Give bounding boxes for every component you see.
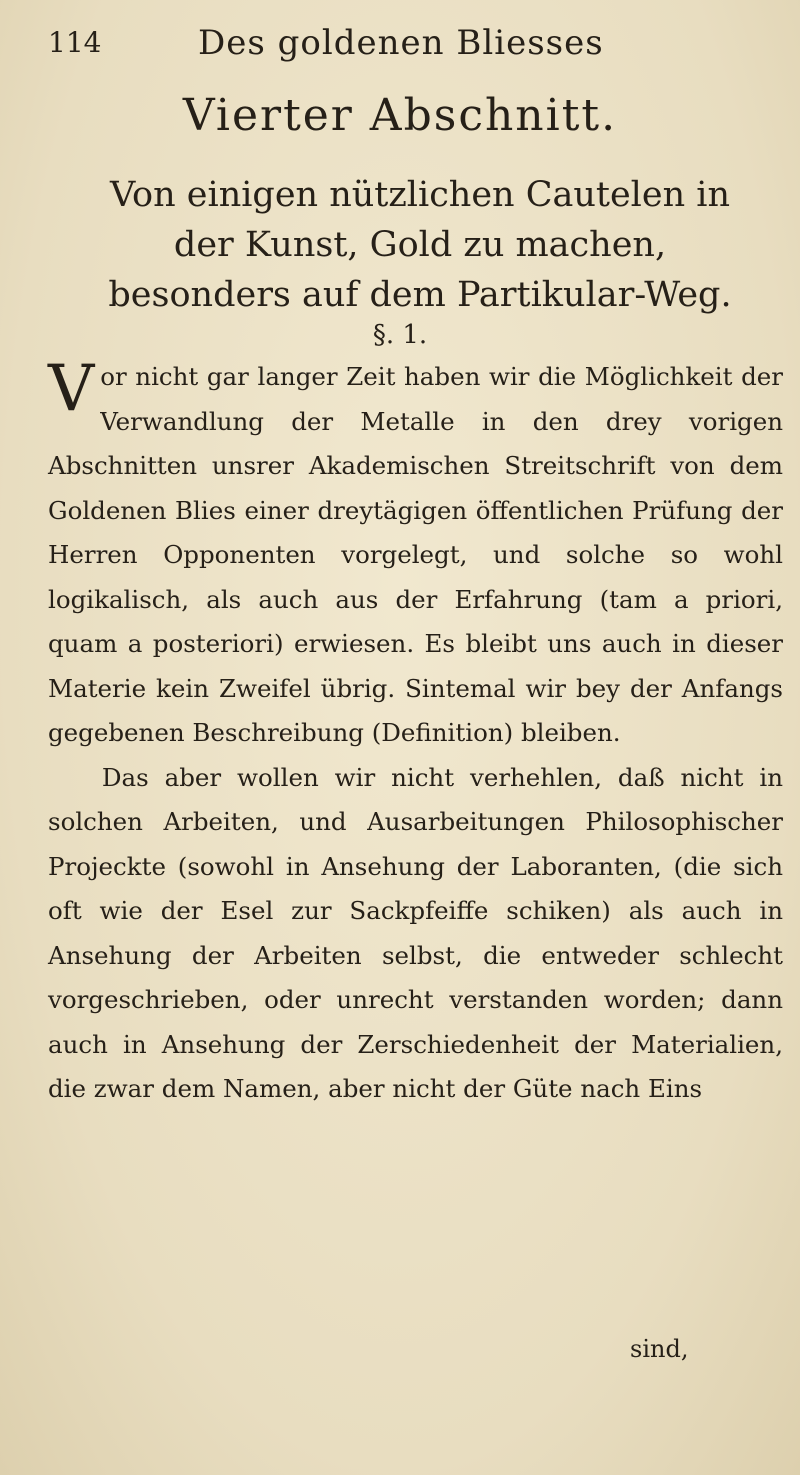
catchword: sind, bbox=[630, 1335, 689, 1363]
chapter-subtitle: Von einigen nützlichen Cautelen in der Kunst, Gold zu machen, besonders auf dem Partikular-Weg. bbox=[108, 175, 732, 315]
running-head bbox=[48, 18, 728, 68]
paragraph-1-text: or nicht gar langer Zeit haben wir die Möglichkeit der Verwandlung der Metalle in den drey vorigen Abschnitten unsrer Akademischen Streitschrift von dem Goldenen Blies einer dreytägigen öffentlichen Prüfung der Herren Opponenten vorgelegt, und solche so wohl logikalisch, als auch aus der Erfahrung (tam a priori, quam a posteriori) erwiesen. Es bleibt uns auch in dieser Materie kein Zweifel übrig. Sintemal wir bey der Anfangs gegebenen Beschreibung (Definition) bleiben. bbox=[48, 362, 783, 747]
paragraph-1 bbox=[48, 352, 783, 756]
running-title: Des goldenen Bliesses bbox=[198, 23, 604, 63]
chapter-heading: Vierter Abschnitt. bbox=[182, 90, 618, 141]
section-mark: §. 1. bbox=[372, 320, 428, 350]
paragraph-2: Das aber wollen wir nicht verhehlen, daß nicht in solchen Arbeiten, und Ausarbeitungen Philosophischer Projeckte (sowohl in Ansehung der Laboranten, (die sich oft wie der Esel zur Sackpfeiffe schiken) als auch in Ansehung der Arbeiten selbst, die entweder schlecht vorgeschrieben, oder unrecht verstanden worden; dann auch in Ansehung der Zerschiedenheit der Materialien, die zwar dem Namen, aber nicht der Güte nach Eins bbox=[48, 762, 783, 1103]
body-text bbox=[48, 352, 783, 1112]
page-number: 114 bbox=[48, 26, 102, 59]
drop-initial: V bbox=[48, 352, 95, 426]
